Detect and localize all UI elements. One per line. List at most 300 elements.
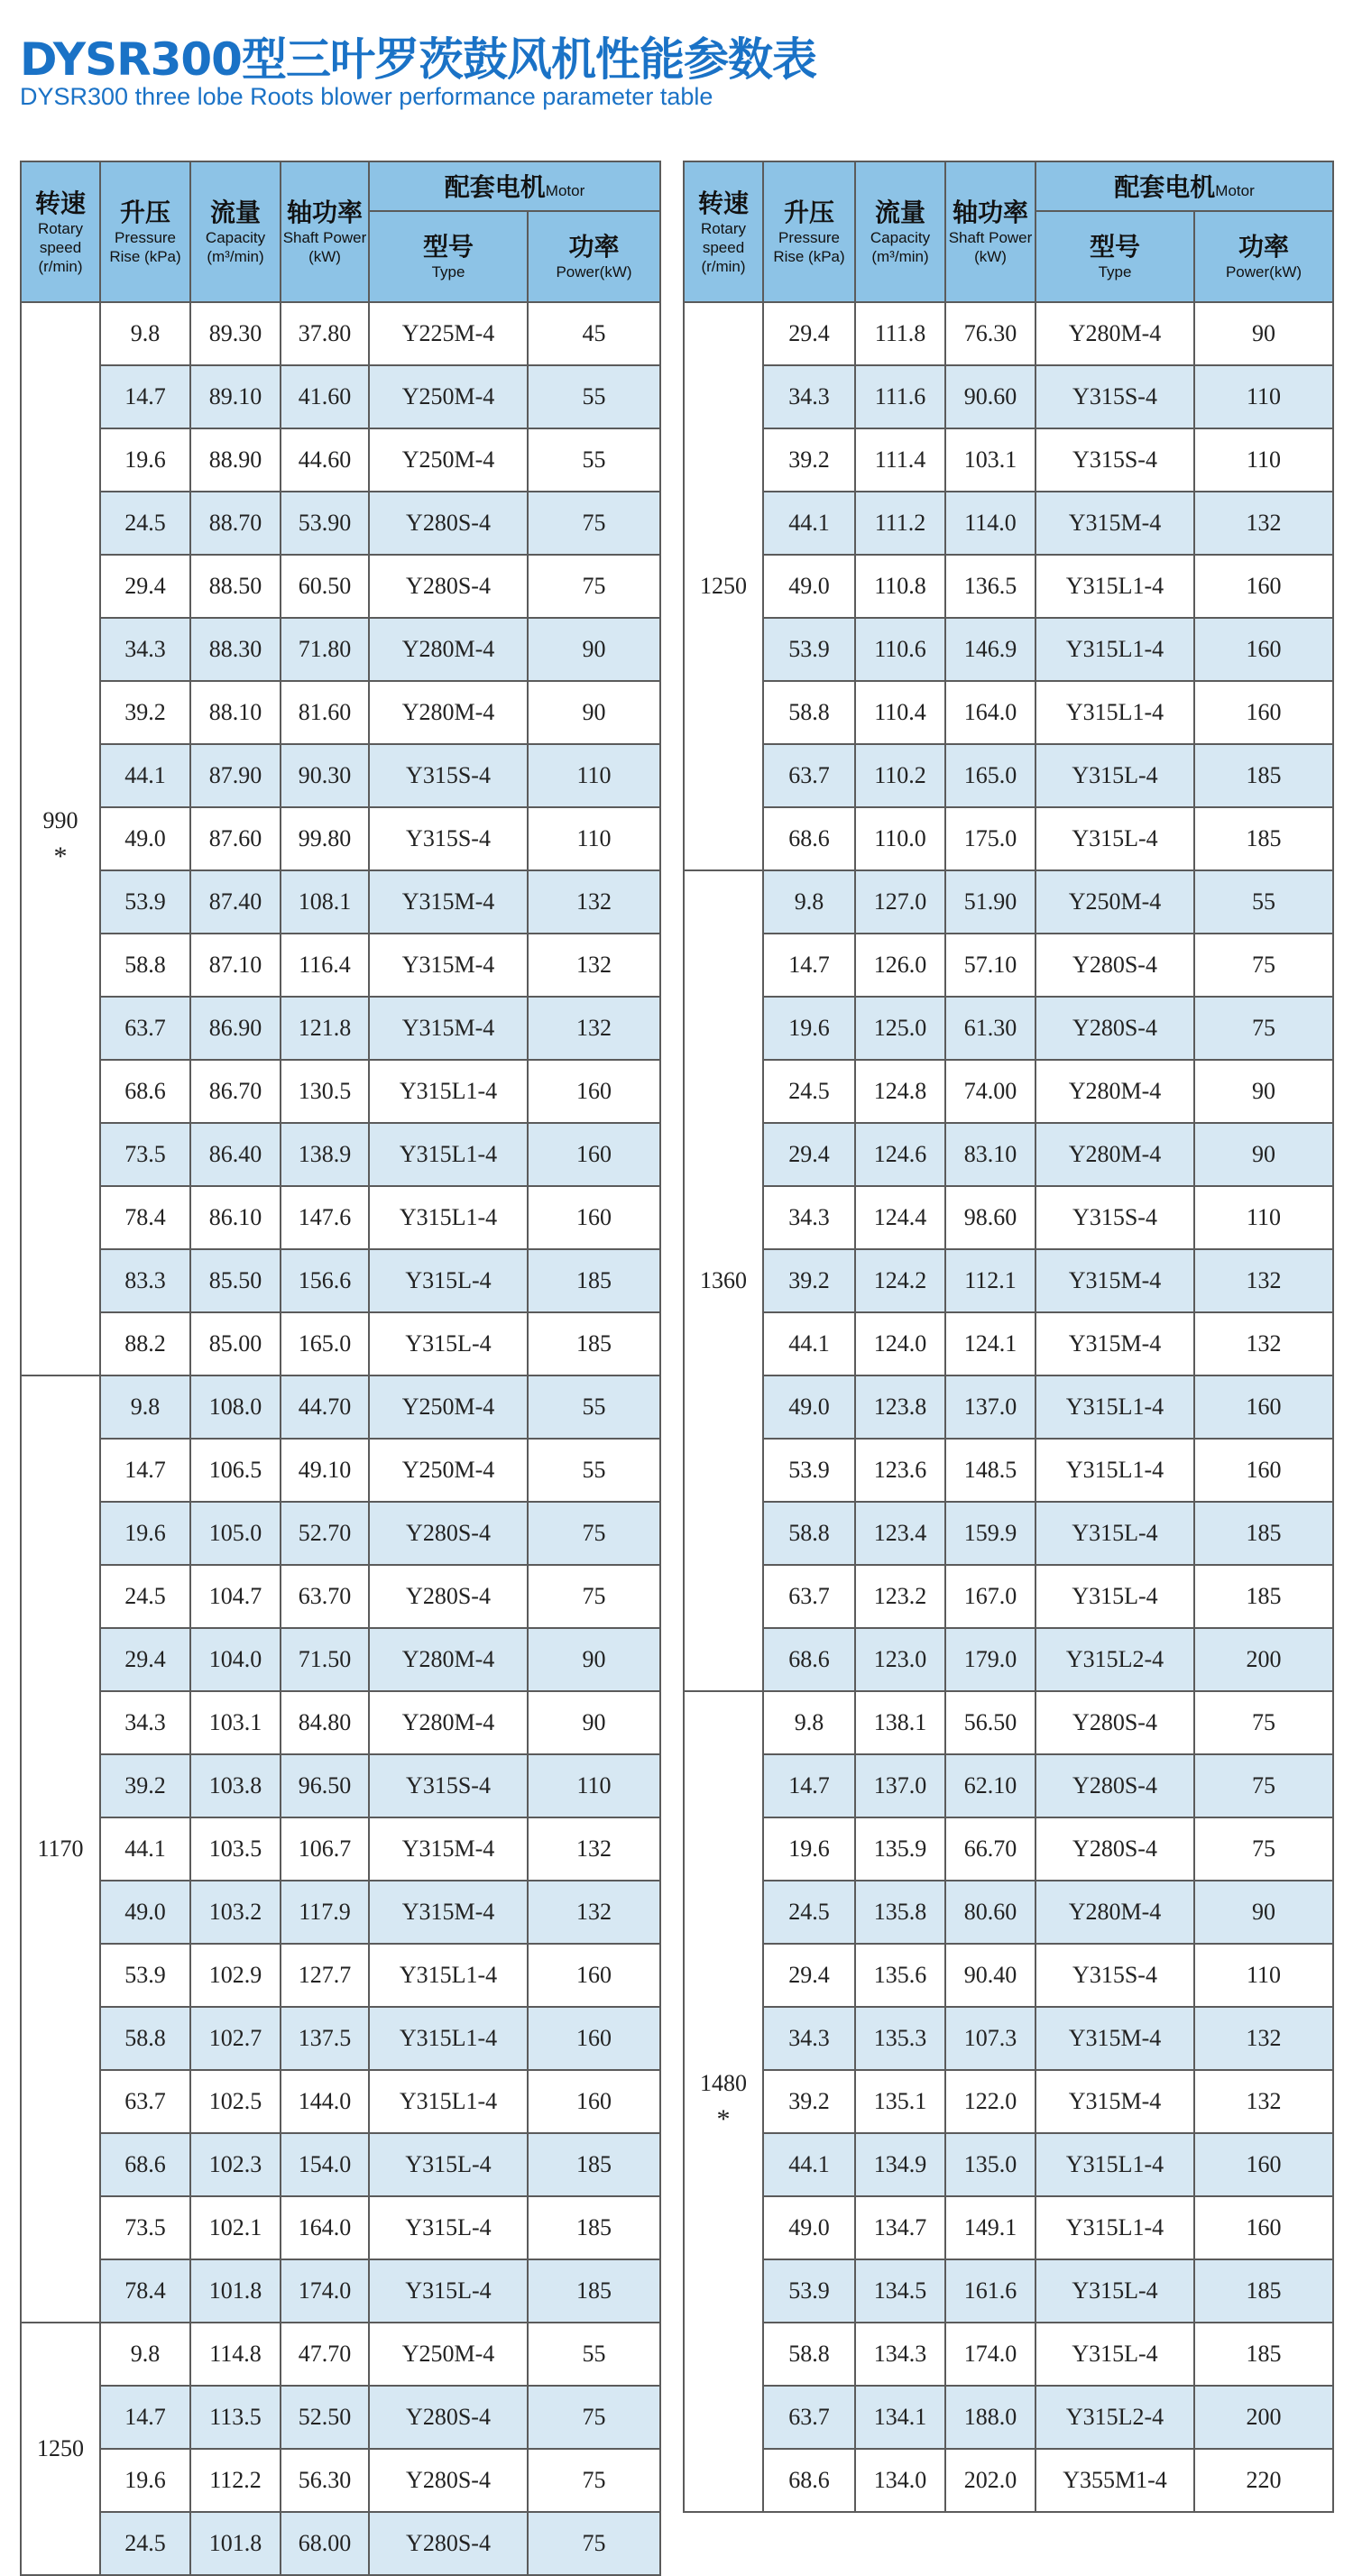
- motor-type-cell: Y315L1-4: [1035, 2196, 1194, 2259]
- pressure-cell: 44.1: [763, 1312, 855, 1375]
- pressure-cell: 39.2: [100, 1754, 190, 1817]
- motor-type-cell: Y315M-4: [369, 997, 528, 1060]
- table-row: [21, 302, 660, 365]
- motor-type-cell: Y315S-4: [369, 807, 528, 870]
- table-row: [684, 1249, 1333, 1312]
- pressure-cell: 78.4: [100, 2259, 190, 2323]
- table-row: [684, 2070, 1333, 2133]
- capacity-cell: 87.90: [190, 744, 281, 807]
- capacity-cell: 87.10: [190, 934, 281, 997]
- motor-power-cell: 160: [1194, 2133, 1333, 2196]
- shaft-power-cell: 80.60: [945, 1881, 1035, 1944]
- motor-type-cell: Y355M1-4: [1035, 2449, 1194, 2512]
- motor-power-cell: 90: [528, 681, 660, 744]
- capacity-cell: 101.8: [190, 2512, 281, 2575]
- motor-type-cell: Y315M-4: [369, 1881, 528, 1944]
- capacity-cell: 125.0: [855, 997, 945, 1060]
- motor-power-cell: 75: [528, 555, 660, 618]
- motor-power-cell: 160: [1194, 555, 1333, 618]
- pressure-cell: 44.1: [763, 492, 855, 555]
- shaft-power-cell: 47.70: [281, 2323, 369, 2386]
- shaft-power-cell: 44.60: [281, 428, 369, 492]
- speed-value: 1170: [37, 1835, 84, 1862]
- motor-type-cell: Y280M-4: [369, 1691, 528, 1754]
- motor-power-cell: 110: [528, 807, 660, 870]
- shaft-power-cell: 66.70: [945, 1817, 1035, 1881]
- motor-power-cell: 75: [528, 1502, 660, 1565]
- pressure-cell: 9.8: [100, 2323, 190, 2386]
- table-row: [21, 618, 660, 681]
- table-row: [21, 428, 660, 492]
- header-capacity: 流量 Capacity (m³/min): [190, 161, 281, 302]
- table-row: [21, 1186, 660, 1249]
- motor-power-cell: 110: [1194, 428, 1333, 492]
- pressure-cell: 24.5: [763, 1060, 855, 1123]
- motor-type-cell: Y280S-4: [1035, 934, 1194, 997]
- left-performance-table: [20, 161, 661, 2576]
- motor-power-cell: 160: [528, 2007, 660, 2070]
- shaft-power-cell: 106.7: [281, 1817, 369, 1881]
- motor-power-cell: 160: [528, 1186, 660, 1249]
- pressure-cell: 19.6: [100, 428, 190, 492]
- pressure-cell: 44.1: [100, 744, 190, 807]
- table-row: [21, 1249, 660, 1312]
- motor-type-cell: Y250M-4: [1035, 870, 1194, 934]
- pressure-cell: 34.3: [100, 1691, 190, 1754]
- shaft-power-cell: 146.9: [945, 618, 1035, 681]
- header-type: 型号 Type: [369, 211, 528, 302]
- speed-value: 1250: [37, 2435, 84, 2461]
- table-row: [684, 1754, 1333, 1817]
- capacity-cell: 134.0: [855, 2449, 945, 2512]
- table-row: [684, 1123, 1333, 1186]
- pressure-cell: 14.7: [100, 2386, 190, 2449]
- table-row: [21, 555, 660, 618]
- motor-type-cell: Y315L1-4: [1035, 2133, 1194, 2196]
- motor-power-cell: 75: [1194, 1754, 1333, 1817]
- capacity-cell: 134.5: [855, 2259, 945, 2323]
- table-row: [21, 1123, 660, 1186]
- shaft-power-cell: 90.60: [945, 365, 1035, 428]
- motor-power-cell: 90: [1194, 302, 1333, 365]
- motor-type-cell: Y280S-4: [369, 2449, 528, 2512]
- table-row: [21, 1375, 660, 1439]
- capacity-cell: 123.0: [855, 1628, 945, 1691]
- shaft-power-cell: 96.50: [281, 1754, 369, 1817]
- shaft-power-cell: 68.00: [281, 2512, 369, 2575]
- motor-type-cell: Y315M-4: [1035, 1249, 1194, 1312]
- table-row: [684, 2259, 1333, 2323]
- pressure-cell: 58.8: [763, 1502, 855, 1565]
- motor-power-cell: 132: [528, 870, 660, 934]
- pressure-cell: 49.0: [763, 555, 855, 618]
- header-pressure: 升压 Pressure Rise (kPa): [100, 161, 190, 302]
- pressure-cell: 49.0: [100, 807, 190, 870]
- motor-power-cell: 110: [1194, 1186, 1333, 1249]
- shaft-power-cell: 188.0: [945, 2386, 1035, 2449]
- capacity-cell: 135.1: [855, 2070, 945, 2133]
- speed-value: 1480: [700, 2070, 747, 2096]
- table-row: [684, 870, 1333, 934]
- header-speed: 转速 Rotary speed (r/min): [684, 161, 763, 302]
- table-row: [684, 2133, 1333, 2196]
- shaft-power-cell: 61.30: [945, 997, 1035, 1060]
- pressure-cell: 49.0: [763, 2196, 855, 2259]
- capacity-cell: 86.90: [190, 997, 281, 1060]
- pressure-cell: 19.6: [763, 997, 855, 1060]
- table-row: [21, 2007, 660, 2070]
- capacity-cell: 89.30: [190, 302, 281, 365]
- capacity-cell: 114.8: [190, 2323, 281, 2386]
- pressure-cell: 58.8: [100, 934, 190, 997]
- shaft-power-cell: 149.1: [945, 2196, 1035, 2259]
- table-row: [21, 1817, 660, 1881]
- capacity-cell: 135.8: [855, 1881, 945, 1944]
- capacity-cell: 102.7: [190, 2007, 281, 2070]
- motor-power-cell: 75: [528, 2449, 660, 2512]
- motor-type-cell: Y315L-4: [1035, 744, 1194, 807]
- motor-type-cell: Y280S-4: [1035, 1691, 1194, 1754]
- capacity-cell: 88.50: [190, 555, 281, 618]
- shaft-power-cell: 112.1: [945, 1249, 1035, 1312]
- motor-power-cell: 110: [1194, 365, 1333, 428]
- motor-type-cell: Y280M-4: [1035, 1060, 1194, 1123]
- motor-type-cell: Y315L1-4: [1035, 1439, 1194, 1502]
- capacity-cell: 87.40: [190, 870, 281, 934]
- table-row: [684, 681, 1333, 744]
- motor-power-cell: 75: [528, 2512, 660, 2575]
- capacity-cell: 123.2: [855, 1565, 945, 1628]
- motor-type-cell: Y315M-4: [1035, 492, 1194, 555]
- table-row: [684, 1691, 1333, 1754]
- shaft-power-cell: 56.30: [281, 2449, 369, 2512]
- motor-type-cell: Y315L2-4: [1035, 1628, 1194, 1691]
- table-row: [21, 2386, 660, 2449]
- table-row: [684, 492, 1333, 555]
- shaft-power-cell: 124.1: [945, 1312, 1035, 1375]
- table-row: [21, 365, 660, 428]
- motor-power-cell: 132: [1194, 1312, 1333, 1375]
- shaft-power-cell: 127.7: [281, 1944, 369, 2007]
- capacity-cell: 124.6: [855, 1123, 945, 1186]
- shaft-power-cell: 71.50: [281, 1628, 369, 1691]
- capacity-cell: 123.6: [855, 1439, 945, 1502]
- capacity-cell: 123.8: [855, 1375, 945, 1439]
- motor-type-cell: Y315M-4: [369, 1817, 528, 1881]
- pressure-cell: 19.6: [100, 2449, 190, 2512]
- motor-type-cell: Y315L1-4: [369, 1123, 528, 1186]
- motor-type-cell: Y280S-4: [369, 2386, 528, 2449]
- table-row: [684, 1060, 1333, 1123]
- table-row: [21, 2512, 660, 2575]
- table-row: [21, 934, 660, 997]
- motor-power-cell: 132: [1194, 1249, 1333, 1312]
- shaft-power-cell: 71.80: [281, 618, 369, 681]
- motor-type-cell: Y315L-4: [1035, 1502, 1194, 1565]
- pressure-cell: 58.8: [763, 2323, 855, 2386]
- table-row: [21, 744, 660, 807]
- capacity-cell: 126.0: [855, 934, 945, 997]
- capacity-cell: 89.10: [190, 365, 281, 428]
- shaft-power-cell: 138.9: [281, 1123, 369, 1186]
- motor-type-cell: Y280S-4: [1035, 1754, 1194, 1817]
- motor-power-cell: 132: [528, 934, 660, 997]
- capacity-cell: 123.4: [855, 1502, 945, 1565]
- speed-star-mark: *: [53, 842, 68, 871]
- motor-power-cell: 55: [528, 2323, 660, 2386]
- capacity-cell: 137.0: [855, 1754, 945, 1817]
- shaft-power-cell: 44.70: [281, 1375, 369, 1439]
- shaft-power-cell: 90.30: [281, 744, 369, 807]
- table-row: [21, 2196, 660, 2259]
- motor-type-cell: Y315L-4: [1035, 2259, 1194, 2323]
- shaft-power-cell: 49.10: [281, 1439, 369, 1502]
- capacity-cell: 110.2: [855, 744, 945, 807]
- motor-type-cell: Y280S-4: [369, 555, 528, 618]
- motor-power-cell: 160: [528, 1944, 660, 2007]
- motor-power-cell: 185: [528, 1312, 660, 1375]
- shaft-power-cell: 135.0: [945, 2133, 1035, 2196]
- pressure-cell: 14.7: [100, 365, 190, 428]
- header-motor: 配套电机Motor: [1035, 161, 1333, 211]
- motor-power-cell: 55: [528, 365, 660, 428]
- pressure-cell: 58.8: [763, 681, 855, 744]
- motor-type-cell: Y250M-4: [369, 1439, 528, 1502]
- shaft-power-cell: 179.0: [945, 1628, 1035, 1691]
- pressure-cell: 63.7: [763, 744, 855, 807]
- table-row: [21, 1060, 660, 1123]
- shaft-power-cell: 202.0: [945, 2449, 1035, 2512]
- motor-type-cell: Y315L1-4: [1035, 681, 1194, 744]
- capacity-cell: 127.0: [855, 870, 945, 934]
- table-row: [21, 681, 660, 744]
- table-row: [21, 1439, 660, 1502]
- motor-power-cell: 160: [1194, 1439, 1333, 1502]
- table-row: [21, 870, 660, 934]
- pressure-cell: 78.4: [100, 1186, 190, 1249]
- motor-type-cell: Y315L1-4: [369, 1060, 528, 1123]
- table-row: [21, 997, 660, 1060]
- table-row: [21, 2133, 660, 2196]
- motor-power-cell: 132: [1194, 2070, 1333, 2133]
- pressure-cell: 9.8: [100, 302, 190, 365]
- capacity-cell: 134.3: [855, 2323, 945, 2386]
- capacity-cell: 105.0: [190, 1502, 281, 1565]
- speed-group-cell: [684, 1691, 763, 2512]
- pressure-cell: 29.4: [100, 555, 190, 618]
- table-row: [21, 1565, 660, 1628]
- motor-power-cell: 132: [1194, 2007, 1333, 2070]
- shaft-power-cell: 108.1: [281, 870, 369, 934]
- pressure-cell: 9.8: [100, 1375, 190, 1439]
- shaft-power-cell: 167.0: [945, 1565, 1035, 1628]
- motor-type-cell: Y250M-4: [369, 2323, 528, 2386]
- capacity-cell: 134.9: [855, 2133, 945, 2196]
- speed-group-cell: [684, 870, 763, 1691]
- motor-type-cell: Y315L1-4: [1035, 618, 1194, 681]
- pressure-cell: 14.7: [763, 934, 855, 997]
- shaft-power-cell: 81.60: [281, 681, 369, 744]
- shaft-power-cell: 165.0: [945, 744, 1035, 807]
- motor-type-cell: Y280S-4: [369, 1502, 528, 1565]
- motor-power-cell: 110: [528, 1754, 660, 1817]
- pressure-cell: 44.1: [763, 2133, 855, 2196]
- capacity-cell: 85.50: [190, 1249, 281, 1312]
- speed-star-mark: *: [716, 2104, 731, 2134]
- motor-type-cell: Y315L-4: [1035, 1565, 1194, 1628]
- motor-power-cell: 75: [1194, 997, 1333, 1060]
- header-capacity: 流量 Capacity (m³/min): [855, 161, 945, 302]
- capacity-cell: 87.60: [190, 807, 281, 870]
- motor-power-cell: 185: [1194, 744, 1333, 807]
- motor-power-cell: 55: [528, 428, 660, 492]
- shaft-power-cell: 57.10: [945, 934, 1035, 997]
- motor-type-cell: Y315L1-4: [1035, 555, 1194, 618]
- motor-type-cell: Y315M-4: [1035, 2070, 1194, 2133]
- shaft-power-cell: 62.10: [945, 1754, 1035, 1817]
- motor-power-cell: 90: [528, 1628, 660, 1691]
- pressure-cell: 88.2: [100, 1312, 190, 1375]
- motor-power-cell: 90: [1194, 1123, 1333, 1186]
- motor-power-cell: 185: [528, 2259, 660, 2323]
- motor-type-cell: Y315S-4: [369, 1754, 528, 1817]
- table-row: [21, 1312, 660, 1375]
- table-row: [684, 1817, 1333, 1881]
- shaft-power-cell: 107.3: [945, 2007, 1035, 2070]
- motor-type-cell: Y315L2-4: [1035, 2386, 1194, 2449]
- table-row: [684, 2449, 1333, 2512]
- shaft-power-cell: 98.60: [945, 1186, 1035, 1249]
- table-row: [684, 934, 1333, 997]
- motor-power-cell: 90: [528, 618, 660, 681]
- table-row: [684, 1312, 1333, 1375]
- pressure-cell: 29.4: [100, 1628, 190, 1691]
- capacity-cell: 88.10: [190, 681, 281, 744]
- motor-type-cell: Y315L1-4: [369, 1944, 528, 2007]
- pressure-cell: 83.3: [100, 1249, 190, 1312]
- capacity-cell: 102.1: [190, 2196, 281, 2259]
- motor-type-cell: Y280M-4: [1035, 1881, 1194, 1944]
- motor-type-cell: Y315L-4: [369, 2133, 528, 2196]
- motor-power-cell: 185: [1194, 2323, 1333, 2386]
- capacity-cell: 88.70: [190, 492, 281, 555]
- table-row: [684, 428, 1333, 492]
- motor-power-cell: 220: [1194, 2449, 1333, 2512]
- pressure-cell: 63.7: [100, 2070, 190, 2133]
- motor-power-cell: 160: [1194, 681, 1333, 744]
- pressure-cell: 73.5: [100, 1123, 190, 1186]
- shaft-power-cell: 164.0: [281, 2196, 369, 2259]
- shaft-power-cell: 99.80: [281, 807, 369, 870]
- motor-power-cell: 132: [528, 1881, 660, 1944]
- shaft-power-cell: 161.6: [945, 2259, 1035, 2323]
- table-row: [21, 2449, 660, 2512]
- capacity-cell: 111.6: [855, 365, 945, 428]
- motor-power-cell: 90: [528, 1691, 660, 1754]
- motor-type-cell: Y225M-4: [369, 302, 528, 365]
- motor-type-cell: Y315M-4: [1035, 2007, 1194, 2070]
- table-row: [684, 618, 1333, 681]
- table-row: [21, 807, 660, 870]
- motor-power-cell: 200: [1194, 1628, 1333, 1691]
- capacity-cell: 85.00: [190, 1312, 281, 1375]
- motor-type-cell: Y315L1-4: [369, 1186, 528, 1249]
- pressure-cell: 24.5: [100, 2512, 190, 2575]
- table-row: [684, 1944, 1333, 2007]
- capacity-cell: 102.5: [190, 2070, 281, 2133]
- capacity-cell: 124.2: [855, 1249, 945, 1312]
- shaft-power-cell: 174.0: [281, 2259, 369, 2323]
- capacity-cell: 86.10: [190, 1186, 281, 1249]
- motor-type-cell: Y315M-4: [1035, 1312, 1194, 1375]
- motor-power-cell: 55: [528, 1439, 660, 1502]
- motor-power-cell: 160: [528, 1123, 660, 1186]
- pressure-cell: 49.0: [100, 1881, 190, 1944]
- pressure-cell: 44.1: [100, 1817, 190, 1881]
- motor-power-cell: 75: [1194, 1691, 1333, 1754]
- table-row: [684, 2323, 1333, 2386]
- motor-type-cell: Y315L-4: [369, 1312, 528, 1375]
- shaft-power-cell: 52.50: [281, 2386, 369, 2449]
- shaft-power-cell: 52.70: [281, 1502, 369, 1565]
- capacity-cell: 134.7: [855, 2196, 945, 2259]
- pressure-cell: 34.3: [763, 1186, 855, 1249]
- pressure-cell: 14.7: [100, 1439, 190, 1502]
- capacity-cell: 113.5: [190, 2386, 281, 2449]
- pressure-cell: 63.7: [100, 997, 190, 1060]
- motor-type-cell: Y280S-4: [369, 492, 528, 555]
- capacity-cell: 103.8: [190, 1754, 281, 1817]
- motor-type-cell: Y250M-4: [369, 428, 528, 492]
- header-power: 功率 Power(kW): [528, 211, 660, 302]
- capacity-cell: 110.6: [855, 618, 945, 681]
- motor-type-cell: Y280S-4: [369, 1565, 528, 1628]
- pressure-cell: 68.6: [763, 2449, 855, 2512]
- shaft-power-cell: 116.4: [281, 934, 369, 997]
- pressure-cell: 29.4: [763, 1944, 855, 2007]
- pressure-cell: 24.5: [100, 492, 190, 555]
- pressure-cell: 58.8: [100, 2007, 190, 2070]
- table-row: [684, 365, 1333, 428]
- table-row: [684, 1565, 1333, 1628]
- shaft-power-cell: 103.1: [945, 428, 1035, 492]
- motor-type-cell: Y315L-4: [1035, 807, 1194, 870]
- motor-power-cell: 90: [1194, 1881, 1333, 1944]
- shaft-power-cell: 121.8: [281, 997, 369, 1060]
- shaft-power-cell: 165.0: [281, 1312, 369, 1375]
- motor-power-cell: 185: [1194, 807, 1333, 870]
- table-row: [21, 1691, 660, 1754]
- pressure-cell: 9.8: [763, 870, 855, 934]
- table-row: [684, 1439, 1333, 1502]
- speed-value: 1360: [700, 1267, 747, 1293]
- motor-type-cell: Y315L1-4: [1035, 1375, 1194, 1439]
- pressure-cell: 53.9: [100, 1944, 190, 2007]
- pressure-cell: 19.6: [100, 1502, 190, 1565]
- motor-type-cell: Y315S-4: [1035, 1186, 1194, 1249]
- shaft-power-cell: 74.00: [945, 1060, 1035, 1123]
- motor-type-cell: Y315L-4: [369, 2196, 528, 2259]
- capacity-cell: 88.30: [190, 618, 281, 681]
- shaft-power-cell: 147.6: [281, 1186, 369, 1249]
- shaft-power-cell: 84.80: [281, 1691, 369, 1754]
- motor-power-cell: 160: [528, 2070, 660, 2133]
- motor-type-cell: Y315L-4: [1035, 2323, 1194, 2386]
- pressure-cell: 53.9: [763, 618, 855, 681]
- shaft-power-cell: 51.90: [945, 870, 1035, 934]
- table-row: [21, 1628, 660, 1691]
- capacity-cell: 104.0: [190, 1628, 281, 1691]
